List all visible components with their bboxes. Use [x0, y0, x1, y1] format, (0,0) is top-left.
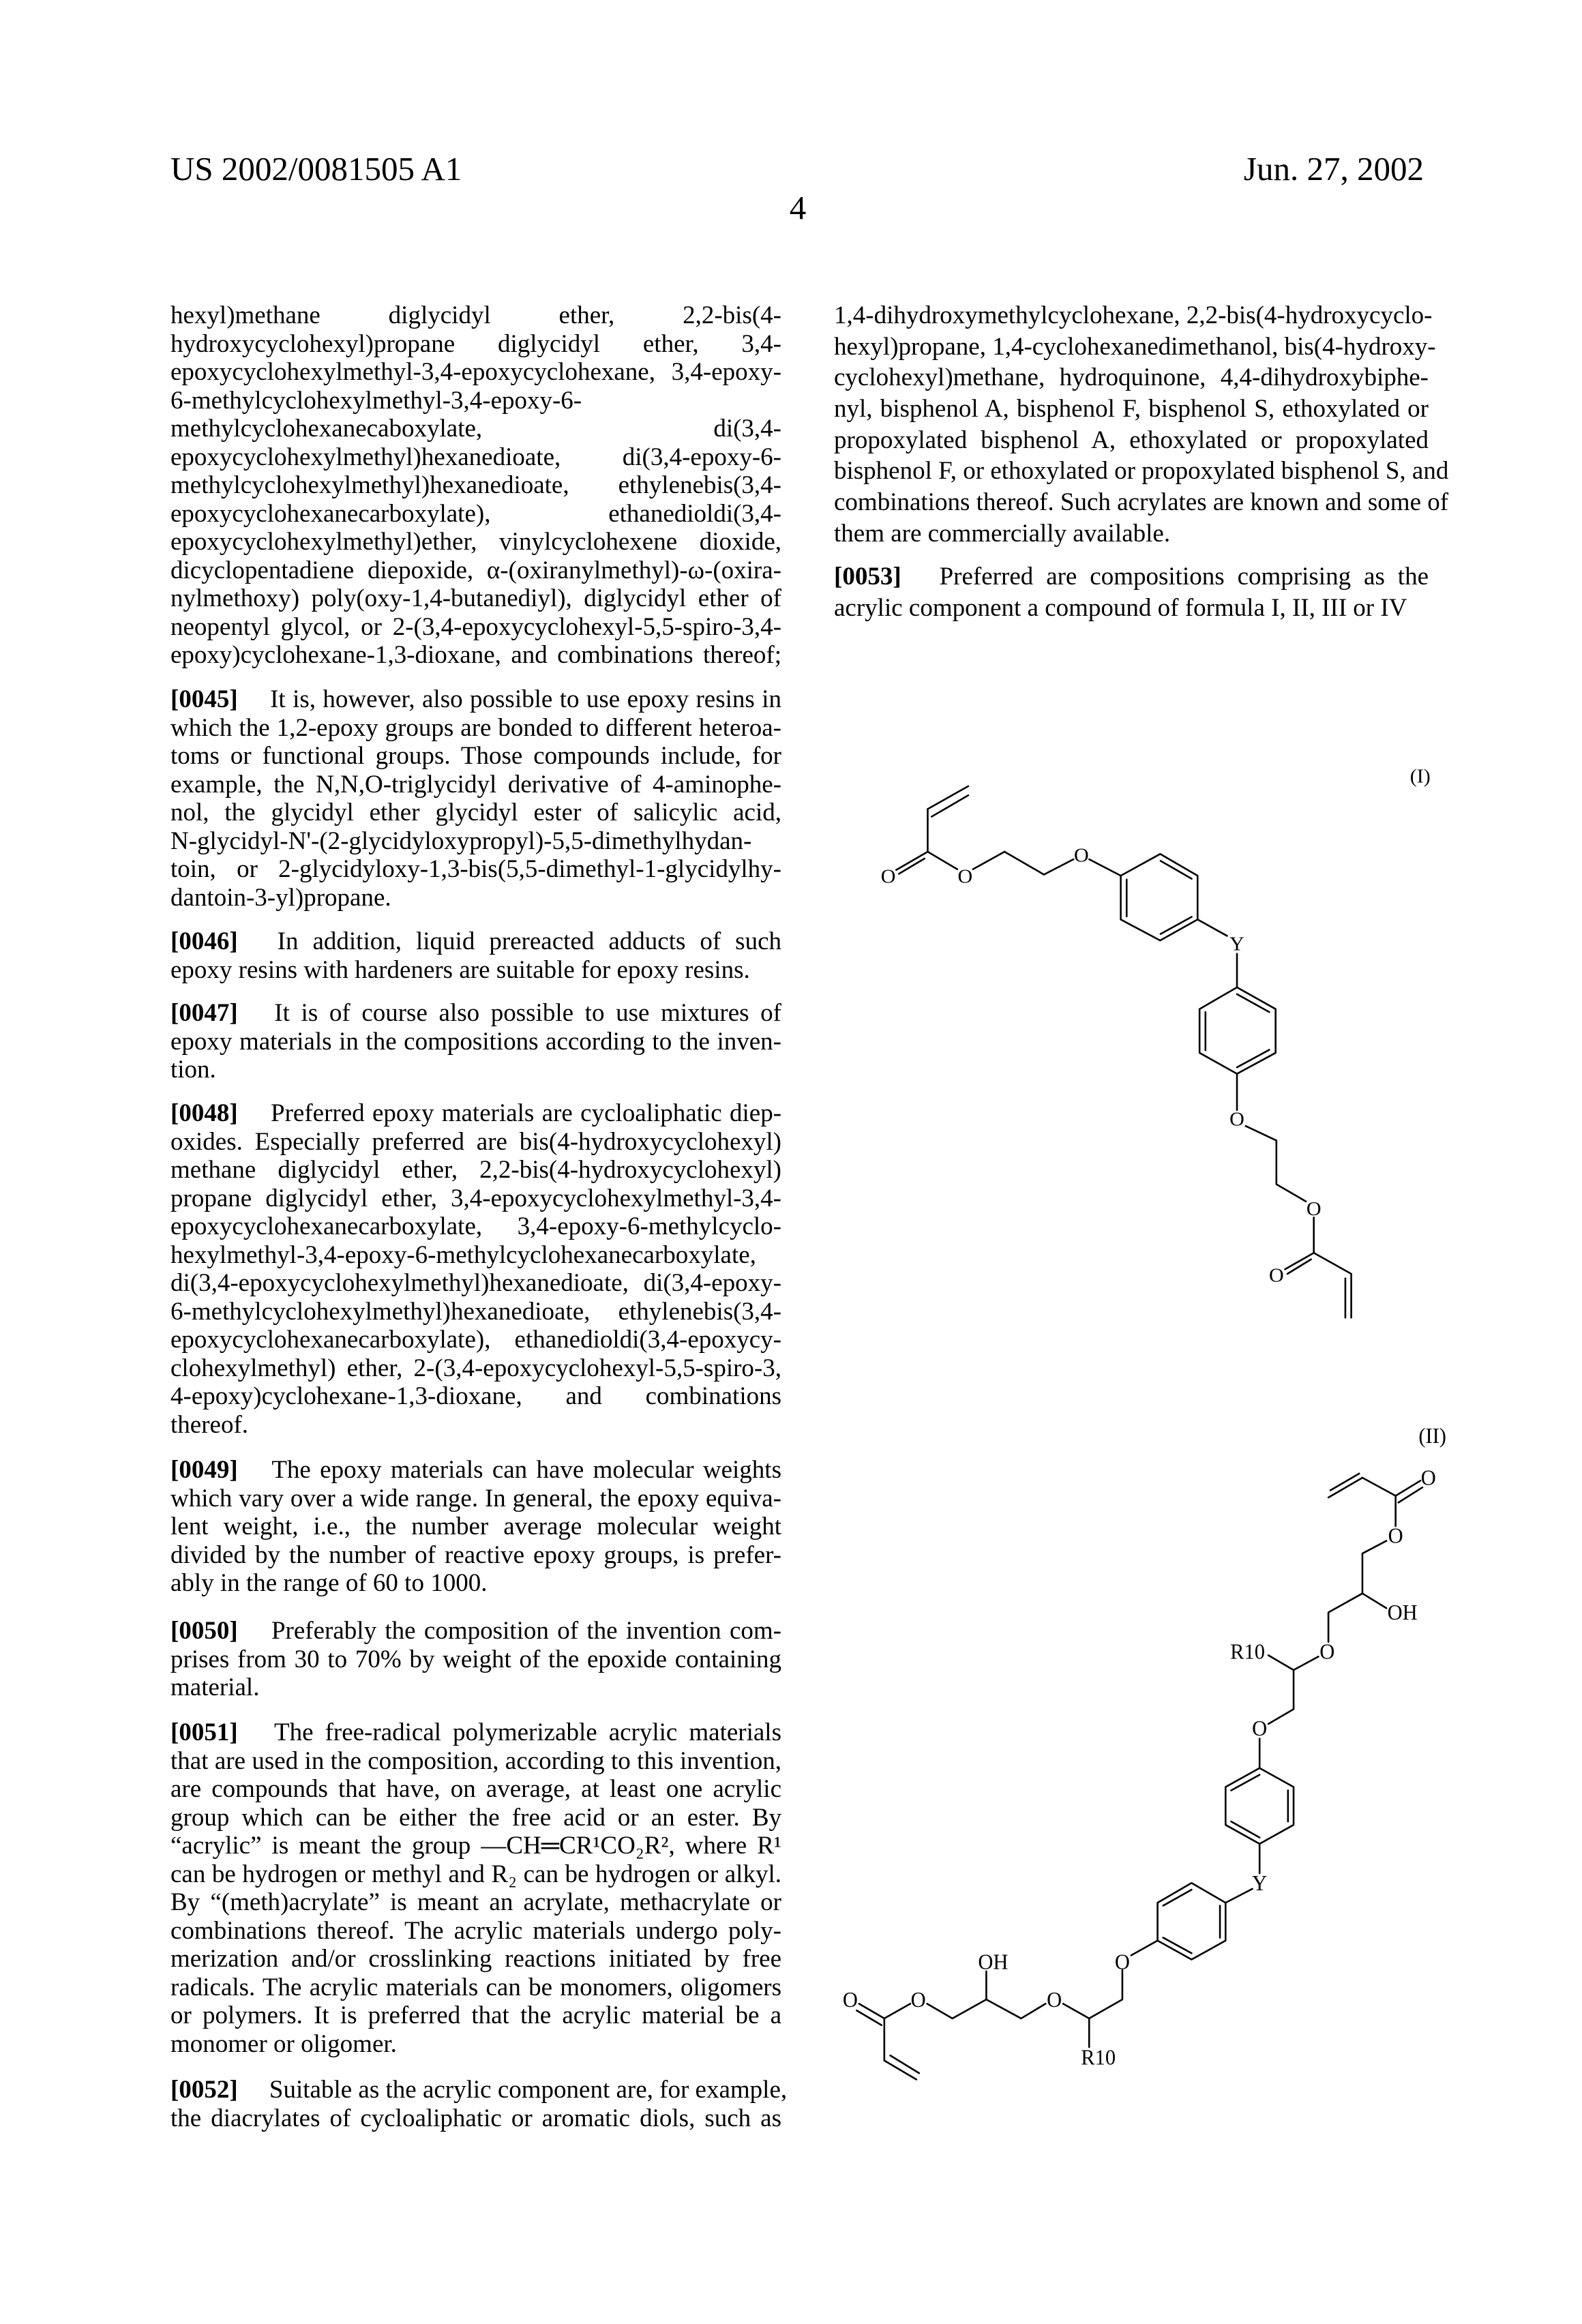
text-line: 4-epoxy)cyclohexane-1,3-dioxane, and combinations	[170, 1382, 781, 1411]
text-line: epoxy)cyclohexane-1,3-dioxane, and combinations thereof;	[170, 641, 781, 670]
text-line: epoxy resins with hardeners are suitable for epoxy resins.	[170, 956, 781, 985]
text-line: 6-methylcyclohexylmethyl-3,4-epoxy-6-	[170, 387, 781, 415]
atom-label: O	[843, 1987, 858, 2012]
text-line: them are commercially available.	[834, 518, 1429, 550]
paragraph-0046	[170, 927, 781, 984]
paragraph-number: [0048]	[170, 1099, 238, 1127]
paragraph-text: It is, however, also possible to use epoxy resins in	[270, 685, 781, 713]
text-line: epoxy materials in the compositions according to the inven-	[170, 1028, 781, 1056]
text-line: “acrylic” is meant the group —CH═CR¹CO₂R², where R¹	[170, 1832, 781, 1860]
text-line: epoxycyclohexanecarboxylate), ethanedioldi(3,4-epoxycy-	[170, 1326, 781, 1354]
text-line: hexyl)propane, 1,4-cyclohexanedimethanol, bis(4-hydroxy-	[834, 331, 1429, 363]
text-line: toin, or 2-glycidyloxy-1,3-bis(5,5-dimethyl-1-glycidylhy-	[170, 855, 781, 884]
text-line: epoxycyclohexylmethyl-3,4-epoxycyclohexane, 3,4-epoxy-	[170, 358, 781, 387]
paragraph-0052	[170, 2076, 781, 2132]
paragraph-text: Preferred are compositions comprising as the	[940, 563, 1429, 591]
atom-label: O	[1269, 1265, 1284, 1286]
publication-number: US 2002/0081505 A1	[170, 150, 462, 188]
paragraph-0050	[170, 1617, 781, 1702]
paragraph-number: [0050]	[170, 1617, 238, 1645]
text-line	[170, 927, 781, 956]
atom-label: O	[1252, 1716, 1267, 1740]
paragraph-0045	[170, 685, 781, 912]
text-line: which vary over a wide range. In general, the epoxy equiva-	[170, 1485, 781, 1513]
text-line: 1,4-dihydroxymethylcyclohexane, 2,2-bis(4-hydroxycyclo-	[834, 300, 1429, 331]
text-line: merization and/or crosslinking reactions initiated by free	[170, 1945, 781, 1973]
atom-label: O	[1421, 1465, 1436, 1490]
text-line: ably in the range of 60 to 1000.	[170, 1569, 781, 1598]
text-line: combinations thereof. Such acrylates are known and some of	[834, 487, 1429, 518]
paragraph-number: [0047]	[170, 999, 238, 1027]
atom-label: O	[1307, 1198, 1322, 1219]
text-line: dicyclopentadiene diepoxide, α-(oxiranylmethyl)-ω-(oxira-	[170, 556, 781, 585]
text-line: dantoin-3-yl)propane.	[170, 884, 781, 912]
text-line: cyclohexyl)methane, hydroquinone, 4,4-dihydroxybiphe-	[834, 362, 1429, 393]
text-line: nylmethoxy) poly(oxy-1,4-butanediyl), diglycidyl ether of	[170, 584, 781, 613]
paragraph-number: [0051]	[170, 1718, 238, 1746]
paragraph-text: Preferred epoxy materials are cycloaliphatic diep-	[271, 1099, 781, 1127]
paragraph-text: It is of course also possible to use mixtures of	[274, 999, 781, 1027]
text-line: methylcyclohexylmethyl)hexanedioate, ethylenebis(3,4-	[170, 471, 781, 500]
paragraph-text: The epoxy materials can have molecular weights	[271, 1456, 781, 1484]
text-line	[170, 1456, 781, 1485]
paragraph-number: [0053]	[834, 563, 901, 591]
text-line	[170, 1099, 781, 1128]
atom-label: OH	[978, 1950, 1008, 1974]
text-line: example, the N,N,O-triglycidyl derivative of 4-aminophe-	[170, 771, 781, 799]
paragraph-continued	[170, 301, 781, 670]
text-line: hexylmethyl-3,4-epoxy-6-methylcyclohexanecarboxylate,	[170, 1241, 781, 1270]
text-line: divided by the number of reactive epoxy groups, is prefer-	[170, 1541, 781, 1570]
paragraph-text: Preferably the composition of the invention com-	[271, 1617, 781, 1645]
atom-label: O	[1047, 1987, 1062, 2012]
text-line: prises from 30 to 70% by weight of the epoxide containing	[170, 1645, 781, 1674]
paragraph-text: The free-radical polymerizable acrylic materials	[274, 1718, 781, 1746]
atom-label: O	[881, 866, 896, 887]
paragraph-0053	[834, 561, 1429, 623]
atom-label: O	[957, 866, 972, 887]
page-number: 4	[784, 189, 811, 227]
text-line: tion.	[170, 1056, 781, 1084]
text-line: combinations thereof. The acrylic materials undergo poly-	[170, 1917, 781, 1946]
paragraph-0051	[170, 1718, 781, 2058]
text-line: nyl, bisphenol A, bisphenol F, bisphenol S, ethoxylated or	[834, 393, 1429, 425]
text-line: epoxycyclohexylmethyl)ether, vinylcyclohexene dioxide,	[170, 528, 781, 556]
atom-label: OH	[1388, 1600, 1418, 1625]
text-line: radicals. The acrylic materials can be monomers, oligomers	[170, 1973, 781, 2002]
text-line: 6-methylcyclohexylmethyl)hexanedioate, ethylenebis(3,4-	[170, 1298, 781, 1326]
text-line: methane diglycidyl ether, 2,2-bis(4-hydroxycyclohexyl)	[170, 1156, 781, 1185]
publication-date: Jun. 27, 2002	[1244, 150, 1424, 188]
text-line: which the 1,2-epoxy groups are bonded to different heteroa-	[170, 714, 781, 743]
paragraph-0048	[170, 1099, 781, 1439]
atom-label: O	[911, 1987, 926, 2012]
text-line: nol, the glycidyl ether glycidyl ester of salicylic acid,	[170, 799, 781, 827]
text-line: di(3,4-epoxycyclohexylmethyl)hexanedioate, di(3,4-epoxy-	[170, 1269, 781, 1298]
text-line: propoxylated bisphenol A, ethoxylated or propoxylated	[834, 425, 1429, 456]
formula-label: (I)	[1410, 766, 1431, 787]
text-line: group which can be either the free acid or an ester. By	[170, 1804, 781, 1832]
text-line: oxides. Especially preferred are bis(4-hydroxycyclohexyl)	[170, 1128, 781, 1157]
text-line: methylcyclohexanecaboxylate, di(3,4-	[170, 415, 781, 443]
paragraph-text: Suitable as the acrylic component are, for example,	[269, 2076, 787, 2104]
chemical-structure-formula-1	[811, 748, 1429, 1345]
text-line: N-glycidyl-N'-(2-glycidyloxypropyl)-5,5-dimethylhydan-	[170, 827, 781, 856]
paragraph-continued	[834, 300, 1429, 550]
atom-label: R10	[1230, 1639, 1265, 1664]
text-line: thereof.	[170, 1411, 781, 1440]
paragraph-number: [0045]	[170, 685, 238, 713]
text-line: monomer or oligomer.	[170, 2030, 781, 2059]
atom-label: Y	[1252, 1871, 1267, 1895]
paragraph-0047	[170, 999, 781, 1084]
text-line: the diacrylates of cycloaliphatic or aromatic diols, such as	[170, 2104, 781, 2133]
patent-page	[0, 0, 1582, 2324]
text-line: neopentyl glycol, or 2-(3,4-epoxycyclohexyl-5,5-spiro-3,4-	[170, 613, 781, 642]
text-line	[170, 1617, 781, 1645]
text-line: toms or functional groups. Those compounds include, for	[170, 742, 781, 771]
text-line: clohexylmethyl) ether, 2-(3,4-epoxycyclohexyl-5,5-spiro-3,	[170, 1354, 781, 1383]
text-line	[170, 999, 781, 1028]
text-line: epoxycyclohexanecarboxylate, 3,4-epoxy-6-methylcyclo-	[170, 1212, 781, 1241]
paragraph-0049	[170, 1456, 781, 1598]
formula-label: (II)	[1418, 1423, 1446, 1448]
paragraph-number: [0046]	[170, 927, 238, 955]
text-line: By “(meth)acrylate” is meant an acrylate, methacrylate or	[170, 1888, 781, 1917]
text-line	[170, 1718, 781, 1747]
paragraph-text: In addition, liquid prereacted adducts of such	[278, 927, 781, 955]
text-line: can be hydrogen or methyl and R₂ can be hydrogen or alkyl.	[170, 1860, 781, 1889]
atom-label: O	[1319, 1639, 1334, 1664]
text-line: that are used in the composition, according to this invention,	[170, 1747, 781, 1776]
atom-label: O	[1074, 845, 1089, 866]
atom-label: O	[1229, 1109, 1244, 1130]
text-line	[170, 2076, 781, 2104]
paragraph-number: [0052]	[170, 2076, 238, 2104]
atom-label: Y	[1229, 934, 1244, 955]
atom-label: O	[1388, 1523, 1403, 1548]
text-line: bisphenol F, or ethoxylated or propoxylated bisphenol S, and	[834, 456, 1429, 487]
text-line: acrylic component a compound of formula I, II, III or IV	[834, 593, 1429, 624]
text-line: are compounds that have, on average, at least one acrylic	[170, 1775, 781, 1804]
text-line: epoxycyclohexylmethyl)hexanedioate, di(3,4-epoxy-6-	[170, 443, 781, 472]
text-line: material.	[170, 1673, 781, 1702]
text-line: hydroxycyclohexyl)propane diglycidyl ether, 3,4-	[170, 330, 781, 359]
chemical-structure-formula-2	[818, 1404, 1446, 2094]
text-line: epoxycyclohexanecarboxylate), ethanedioldi(3,4-	[170, 500, 781, 528]
paragraph-number: [0049]	[170, 1456, 238, 1484]
text-line	[834, 561, 1429, 593]
bonds	[856, 1474, 1422, 2080]
atom-label: O	[1115, 1950, 1130, 1974]
text-line: or polymers. It is preferred that the acrylic material be a	[170, 2001, 781, 2030]
text-line: lent weight, i.e., the number average molecular weight	[170, 1513, 781, 1541]
text-line	[170, 685, 781, 714]
atom-label: R10	[1081, 2045, 1116, 2070]
text-line: hexyl)methane diglycidyl ether, 2,2-bis(4-	[170, 301, 781, 330]
text-line: propane diglycidyl ether, 3,4-epoxycyclohexylmethyl-3,4-	[170, 1185, 781, 1213]
